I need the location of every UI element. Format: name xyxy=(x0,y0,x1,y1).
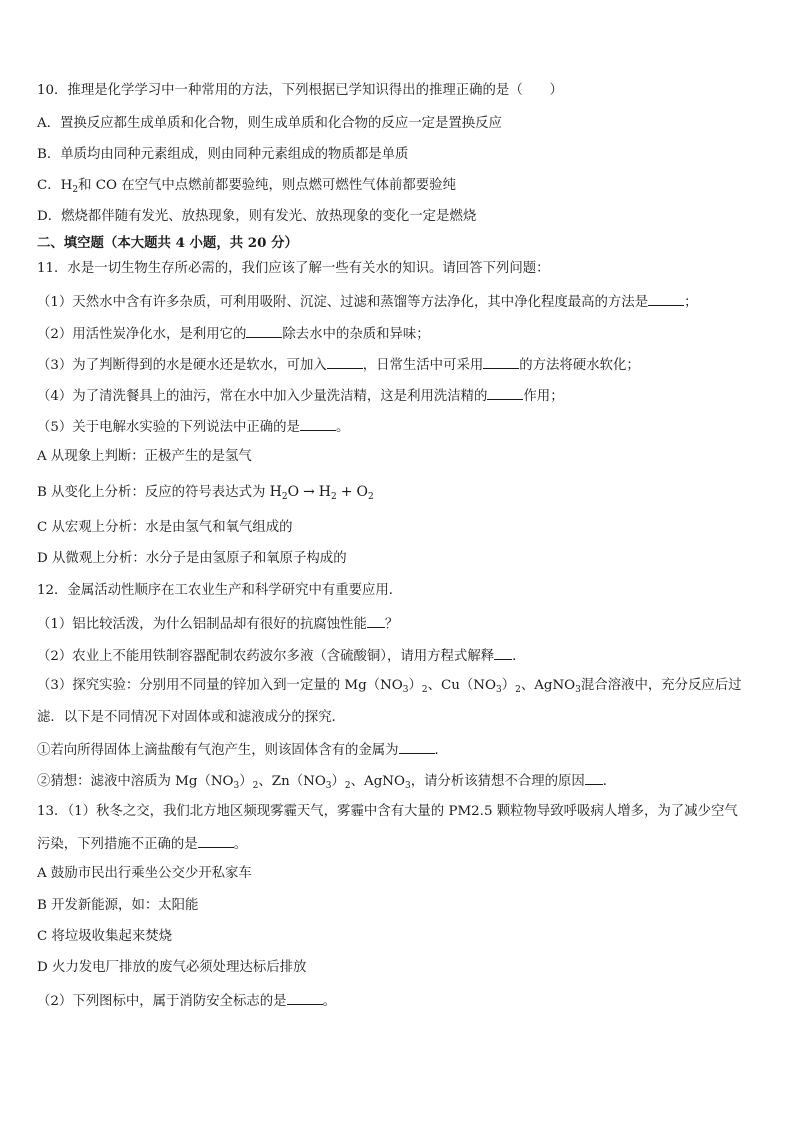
q10-option-c-subscript: 2 xyxy=(72,185,79,195)
formula-subscript: 2 xyxy=(421,685,428,695)
q12-part1-end: ？ xyxy=(384,617,399,632)
q12-case2-text: 、AgNO xyxy=(350,774,405,789)
answer-blank xyxy=(399,740,435,754)
q11-option-c: C 从宏观上分析：水是由氢气和氧气组成的 xyxy=(37,520,293,535)
formula-subscript: 2 xyxy=(344,781,351,791)
formula-symbol: O xyxy=(287,484,300,500)
q12-part1 xyxy=(37,614,398,634)
q10-option-c-text: 和 CO 在空气中点燃前都要验纯，则点燃可燃性气体前都要验纯 xyxy=(78,178,456,193)
q12-part3-text: 、AgNO xyxy=(520,678,576,693)
q13-stem-line2 xyxy=(37,834,247,854)
answer-blank xyxy=(367,614,385,628)
formula-subscript: 3 xyxy=(233,781,240,791)
q12-case2-text: ） xyxy=(331,774,345,789)
answer-blank xyxy=(327,355,363,369)
formula-symbol: H xyxy=(269,484,282,500)
answer-blank xyxy=(585,771,603,785)
q11-option-b-text: B 从变化上分析：反应的符号表达式为 xyxy=(37,485,266,500)
q10-option-d: D．燃烧都伴随有发光、放热现象，则有发光、放热现象的变化一定是燃烧 xyxy=(37,209,477,224)
q11-part3-end: 的方法将硬水软化； xyxy=(519,358,640,373)
q12-case2-text: ，请分析该猜想不合理的原因 xyxy=(410,774,585,789)
formula-subscript: 2 xyxy=(331,492,337,502)
q12-case2-end: ． xyxy=(602,774,617,789)
q13-option-a: A 鼓励市民出行乘坐公交少开私家车 xyxy=(37,866,252,881)
q12-case2-text: ） xyxy=(239,774,253,789)
answer-blank xyxy=(198,834,234,848)
reaction-arrow: → xyxy=(303,484,315,500)
q13-option-b: B 开发新能源，如：太阳能 xyxy=(37,898,199,913)
q12-part2 xyxy=(37,646,526,666)
q13-option-c: C 将垃圾收集起来焚烧 xyxy=(37,929,173,944)
q12-part3 xyxy=(37,677,742,699)
formula-symbol: H xyxy=(318,484,332,500)
q10-option-c-prefix: C．H xyxy=(37,178,73,193)
q11-part5-text: （5）关于电解水实验的下列说法中正确的是 xyxy=(37,420,300,435)
formula-subscript: 3 xyxy=(325,781,332,791)
q11-part1 xyxy=(37,292,698,312)
section-heading-fill-blank: 二、填空题（本大题共 4 小题，共 20 分） xyxy=(37,235,298,251)
q10-option-b: B．单质均由同种元素组成，则由同种元素组成的物质都是单质 xyxy=(37,147,409,162)
q11-part3 xyxy=(37,355,640,375)
q13-part2-text: （2）下列图标中，属于消防安全标志的是 xyxy=(37,994,287,1009)
q11-part1-text: （1）天然水中含有许多杂质，可利用吸附、沉淀、过滤和蒸馏等方法净化，其中净化程度最高的方法是 xyxy=(37,295,649,310)
formula-subscript: 2 xyxy=(281,492,288,502)
answer-blank xyxy=(648,292,684,306)
q13-part2 xyxy=(37,991,336,1011)
q13-stem-line2-end: 。 xyxy=(233,837,248,852)
formula-subscript: 3 xyxy=(402,685,409,695)
q12-part3-text: 混合溶液中，充分反应后过 xyxy=(580,678,742,693)
q12-part3-line2: 滤．以下是不同情况下对固体或和滤液成分的探究． xyxy=(37,710,345,725)
q12-part1-text: （1）铝比较活泼，为什么铝制品却有很好的抗腐蚀性能 xyxy=(37,617,367,632)
q13-stem-line1: 13．（1）秋冬之交，我们北方地区频现雾霾天气，雾霾中含有大量的 PM2.5 颗粒物导致呼吸病人增多，为了减少空气 xyxy=(37,804,738,819)
q11-part2 xyxy=(37,324,430,344)
formula-subscript: 3 xyxy=(404,781,411,791)
q10-option-a: A．置换反应都生成单质和化合物，则生成单质和化合物的反应一定是置换反应 xyxy=(37,116,502,131)
answer-blank xyxy=(246,324,282,338)
formula-subscript: 2 xyxy=(515,685,521,695)
formula-symbol: O xyxy=(356,484,368,500)
answer-blank xyxy=(487,386,523,400)
q10-stem: 10．推理是化学学习中一种常用的方法，下列根据已学知识得出的推理正确的是（ ） xyxy=(37,83,563,98)
q12-case2-text: ②猜想：滤液中溶质为 Mg（NO xyxy=(37,774,234,789)
q12-part3-text: ） xyxy=(408,678,422,693)
q13-part2-end: 。 xyxy=(322,994,336,1009)
q11-part4-text: （4）为了清洗餐具上的油污，常在水中加入少量洗洁精，这是利用洗洁精的 xyxy=(37,389,488,404)
q11-part3-mid: ，日常生活中可采用 xyxy=(362,358,484,373)
formula-subscript: 3 xyxy=(495,685,502,695)
q11-option-d: D 从微观上分析：水分子是由氢原子和氧原子构成的 xyxy=(37,551,347,566)
q13-option-d: D 火力发电厂排放的废气必须处理达标后排放 xyxy=(37,960,307,975)
q11-part2-end: 除去水中的杂质和异味； xyxy=(282,327,430,342)
q11-stem: 11．水是一切生物生存所必需的，我们应该了解一些有关水的知识。请回答下列问题： xyxy=(37,261,550,276)
q12-part3-text: （3）探究实验：分别用不同量的锌加入到一定量的 Mg（NO xyxy=(37,678,403,693)
q11-part3-text: （3）为了判断得到的水是硬水还是软水，可加入 xyxy=(37,358,327,373)
answer-blank xyxy=(287,991,323,1005)
q12-stem: 12．金属活动性顺序在工农业生产和科学研究中有重要应用． xyxy=(37,583,403,598)
answer-blank xyxy=(483,355,519,369)
q12-case1 xyxy=(37,740,448,760)
q13-stem-line2-text: 污染，下列措施不正确的是 xyxy=(37,837,198,852)
plus-sign: + xyxy=(340,484,353,500)
q11-option-b xyxy=(37,483,374,506)
q11-part5 xyxy=(37,417,349,437)
q11-part2-text: （2）用活性炭净化水，是利用它的 xyxy=(37,327,247,342)
q12-part3-text: 、Cu（NO xyxy=(427,678,496,693)
q12-part2-end: ． xyxy=(512,649,526,664)
q12-case2 xyxy=(37,771,616,795)
q12-case1-end: ． xyxy=(434,743,448,758)
answer-blank xyxy=(300,417,336,431)
q12-case1-text: ①若向所得固体上滴盐酸有气泡产生，则该固体含有的金属为 xyxy=(37,743,399,758)
q10-option-c xyxy=(37,177,456,199)
q11-part5-end: 。 xyxy=(335,420,350,435)
formula-subscript: 2 xyxy=(252,781,259,791)
q11-part4 xyxy=(37,386,564,406)
formula-subscript: 3 xyxy=(575,685,581,695)
q11-part1-end: ； xyxy=(684,295,698,310)
q11-part4-end: 作用； xyxy=(523,389,564,404)
q12-part2-text: （2）农业上不能用铁制容器配制农药波尔多液（含硫酸铜），请用方程式解释 xyxy=(37,649,495,664)
q12-part3-text: ） xyxy=(501,678,516,693)
electrolysis-equation xyxy=(270,484,374,500)
answer-blank xyxy=(494,646,512,660)
formula-subscript: 2 xyxy=(367,492,374,502)
q11-option-a: A 从现象上判断：正极产生的是氢气 xyxy=(37,449,252,464)
q12-case2-text: 、Zn（NO xyxy=(258,774,326,789)
